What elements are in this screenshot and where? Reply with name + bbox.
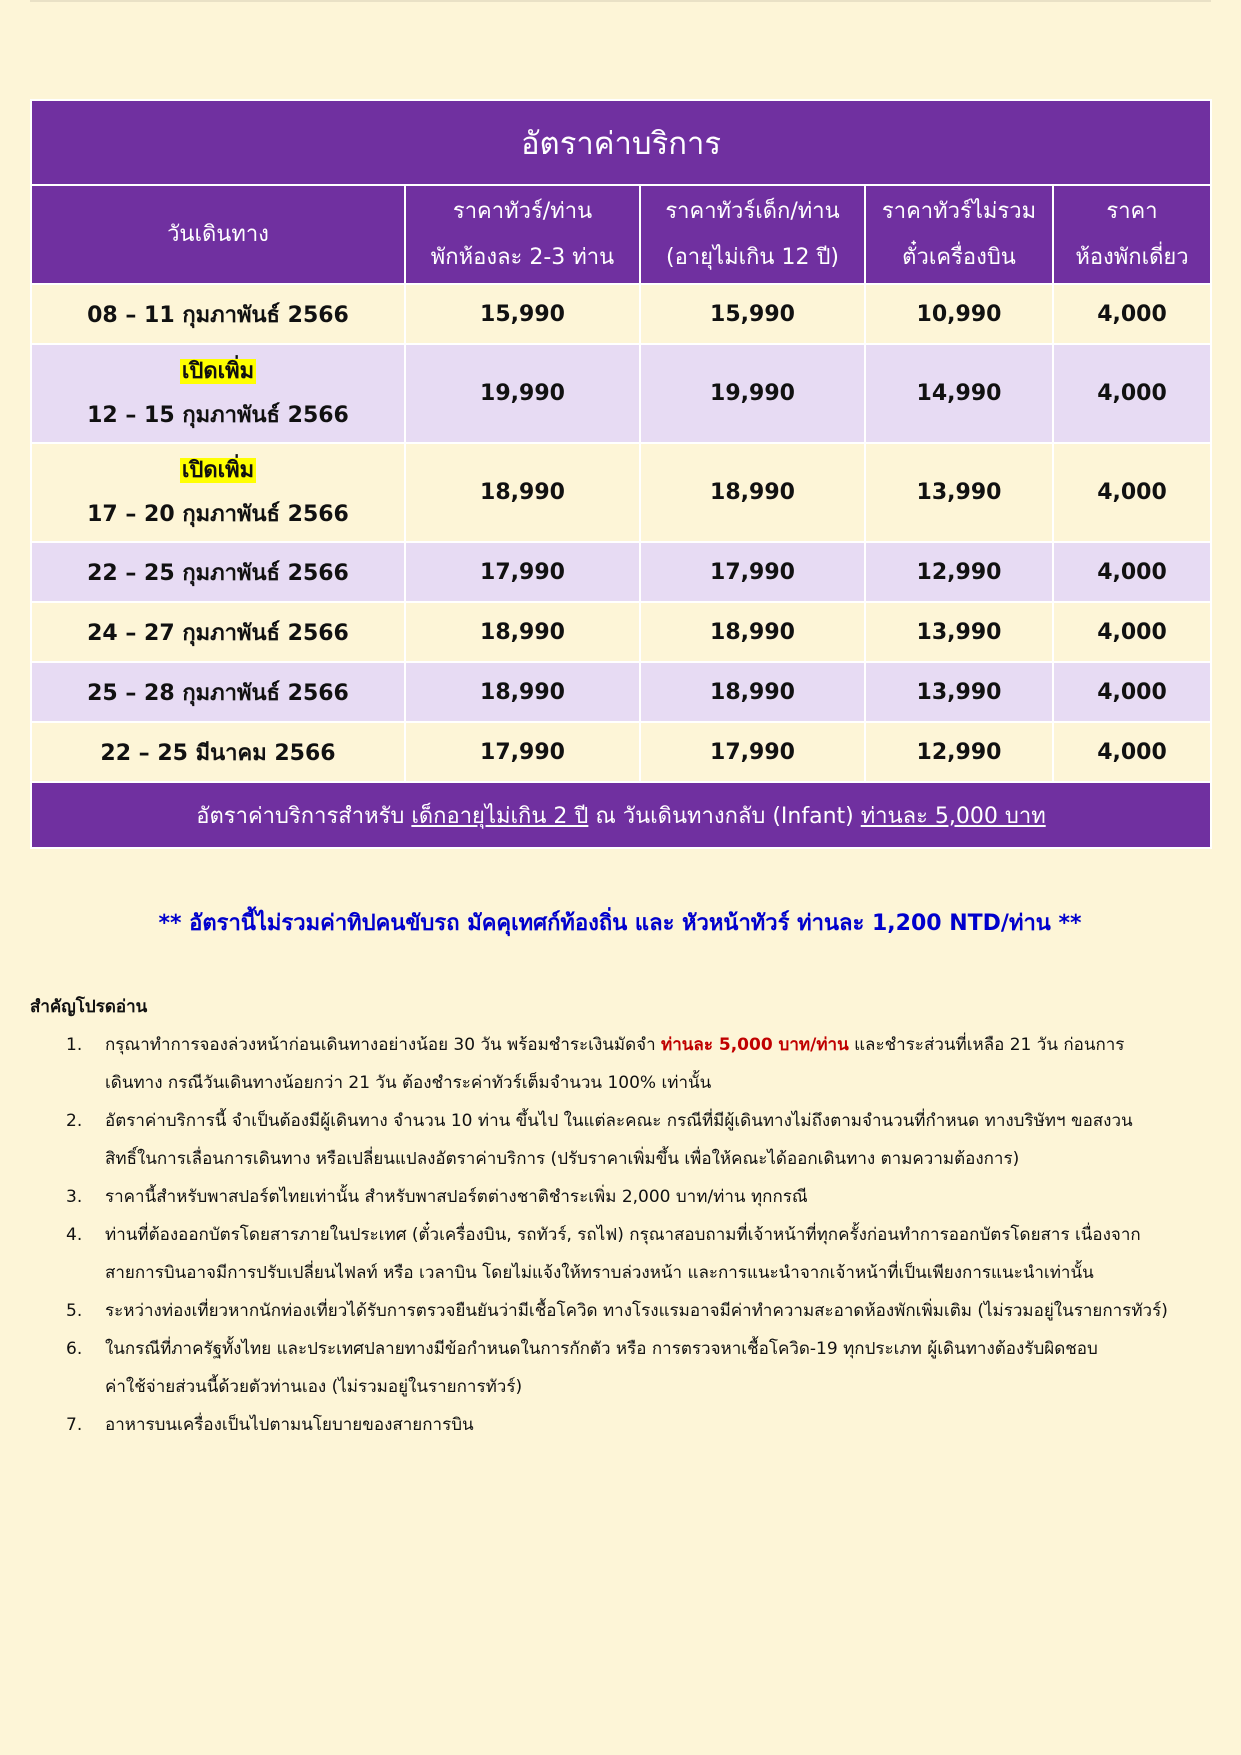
infant-price-text: ท่านละ 5,000 บาท [860, 803, 1046, 829]
list-item: 1. กรุณาทำการจองล่วงหน้าก่อนเดินทางอย่างน้อย 30 วัน พร้อมชำระเงินมัดจำ ท่านละ 5,000 บาท/ท่าน และชำระส่วนที่เหลือ 21 วัน ก่อนการ เดินทาง กรณีวันเดินทางน้อยกว่า 21 วัน ต้องชำระค่าทัวร์เต็มจำนวน 100% เท่านั้น [66, 1035, 1125, 1093]
table-row [31, 284, 1211, 344]
travel-date: 22 – 25 กุมภาพันธ์ 2566 [31, 542, 405, 602]
travel-date: 17 – 20 กุมภาพันธ์ 2566 [87, 501, 349, 527]
child-price: 18,990 [640, 662, 865, 722]
table-row [31, 344, 1211, 443]
single-room-price: 4,000 [1053, 344, 1211, 443]
table-row [31, 443, 1211, 542]
table-row [31, 602, 1211, 662]
important-heading: สำคัญโปรดอ่าน [30, 997, 148, 1017]
new-round-badge: เปิดเพิ่ม [181, 457, 255, 483]
infant-price-footer: อัตราค่าบริการสำหรับ เด็กอายุไม่เกิน 2 ปี ณ วันเดินทางกลับ (Infant) ท่านละ 5,000 บาท [31, 782, 1211, 848]
single-room-price: 4,000 [1053, 284, 1211, 344]
no-ticket-price: 12,990 [865, 722, 1053, 782]
list-item: 3. ราคานี้สำหรับพาสปอร์ตไทยเท่านั้น สำหรับพาสปอร์ตต่างชาติชำระเพิ่ม 2,000 บาท/ท่าน ทุกกรณี [66, 1187, 808, 1207]
header-child-price: ราคาทัวร์เด็ก/ท่าน (อายุไม่เกิน 12 ปี) [640, 185, 865, 284]
infant-age-text: เด็กอายุไม่เกิน 2 ปี [411, 803, 589, 829]
travel-date-cell [31, 344, 405, 443]
child-price: 15,990 [640, 284, 865, 344]
travel-date: 08 – 11 กุมภาพันธ์ 2566 [31, 284, 405, 344]
list-item: 4. ท่านที่ต้องออกบัตรโดยสารภายในประเทศ (ตั๋วเครื่องบิน, รถทัวร์, รถไฟ) กรุณาสอบถามที่เจ้าหน้าที่ทุกครั้งก่อนทำการออกบัตรโดยสาร เนื่องจาก สายการบินอาจมีการปรับเปลี่ยนไฟลท์ หรือ เวลาบิน โดยไม่แจ้งให้ทราบล่วงหน้า และการแนะนำจากเจ้าหน้าที่เป็นเพียงการแนะนำเท่านั้น [66, 1225, 1141, 1283]
table-header-row [31, 185, 1211, 284]
child-price: 19,990 [640, 344, 865, 443]
adult-price: 15,990 [405, 284, 640, 344]
travel-date: 12 – 15 กุมภาพันธ์ 2566 [87, 402, 349, 428]
single-room-price: 4,000 [1053, 602, 1211, 662]
list-item: 7. อาหารบนเครื่องเป็นไปตามนโยบายของสายการบิน [66, 1415, 474, 1435]
single-room-price: 4,000 [1053, 443, 1211, 542]
adult-price: 17,990 [405, 722, 640, 782]
table-row [31, 542, 1211, 602]
table-row [31, 722, 1211, 782]
adult-price: 17,990 [405, 542, 640, 602]
no-ticket-price: 12,990 [865, 542, 1053, 602]
no-ticket-price: 14,990 [865, 344, 1053, 443]
header-travel-date: วันเดินทาง [31, 185, 405, 284]
deposit-highlight: ท่านละ 5,000 บาท/ท่าน [661, 1035, 849, 1055]
travel-date: 22 – 25 มีนาคม 2566 [31, 722, 405, 782]
table-row [31, 662, 1211, 722]
top-divider [30, 0, 1211, 2]
travel-date: 24 – 27 กุมภาพันธ์ 2566 [31, 602, 405, 662]
single-room-price: 4,000 [1053, 722, 1211, 782]
list-item: 2. อัตราค่าบริการนี้ จำเป็นต้องมีผู้เดินทาง จำนวน 10 ท่าน ขึ้นไป ในแต่ละคณะ กรณีที่มีผู้เดินทางไม่ถึงตามจำนวนที่กำหนด ทางบริษัทฯ ขอสงวน สิทธิ์ในการเลื่อนการเดินทาง หรือเปลี่ยนแปลงอัตราค่าบริการ (ปรับราคาเพิ่มขึ้น เพื่อให้คณะได้ออกเดินทาง ตามความต้องการ) [66, 1111, 1133, 1169]
no-ticket-price: 10,990 [865, 284, 1053, 344]
travel-date: 25 – 28 กุมภาพันธ์ 2566 [31, 662, 405, 722]
new-round-badge: เปิดเพิ่ม [181, 358, 255, 384]
header-no-ticket-price: ราคาทัวร์ไม่รวม ตั๋วเครื่องบิน [865, 185, 1053, 284]
child-price: 17,990 [640, 722, 865, 782]
travel-date-cell [31, 443, 405, 542]
child-price: 18,990 [640, 443, 865, 542]
child-price: 17,990 [640, 542, 865, 602]
single-room-price: 4,000 [1053, 542, 1211, 602]
adult-price: 19,990 [405, 344, 640, 443]
child-price: 18,990 [640, 602, 865, 662]
single-room-price: 4,000 [1053, 662, 1211, 722]
terms-list [30, 1026, 1210, 1444]
header-single-room: ราคา ห้องพักเดี่ยว [1053, 185, 1211, 284]
no-ticket-price: 13,990 [865, 662, 1053, 722]
header-adult-price: ราคาทัวร์/ท่าน พักห้องละ 2-3 ท่าน [405, 185, 640, 284]
tip-notice: ** อัตรานี้ไม่รวมค่าทิปคนขับรถ มัคคุเทศก์ท้องถิ่น และ หัวหน้าทัวร์ ท่านละ 1,200 NTD/ท่าน ** [158, 911, 1082, 936]
adult-price: 18,990 [405, 662, 640, 722]
list-item: 5. ระหว่างท่องเที่ยวหากนักท่องเที่ยวได้รับการตรวจยืนยันว่ามีเชื้อโควิด ทางโรงแรมอาจมีค่าทำความสะอาดห้องพักเพิ่มเติม (ไม่รวมอยู่ในรายการทัวร์) [66, 1301, 1168, 1321]
adult-price: 18,990 [405, 602, 640, 662]
adult-price: 18,990 [405, 443, 640, 542]
list-item: 6. ในกรณีที่ภาครัฐทั้งไทย และประเทศปลายทางมีข้อกำหนดในการกักตัว หรือ การตรวจหาเชื้อโควิด-19 ทุกประเภท ผู้เดินทางต้องรับผิดชอบ ค่าใช้จ่ายส่วนนี้ด้วยตัวท่านเอง (ไม่รวมอยู่ในรายการทัวร์) [66, 1339, 1098, 1397]
price-table [30, 99, 1212, 849]
table-title: อัตราค่าบริการ [31, 100, 1211, 185]
no-ticket-price: 13,990 [865, 443, 1053, 542]
no-ticket-price: 13,990 [865, 602, 1053, 662]
